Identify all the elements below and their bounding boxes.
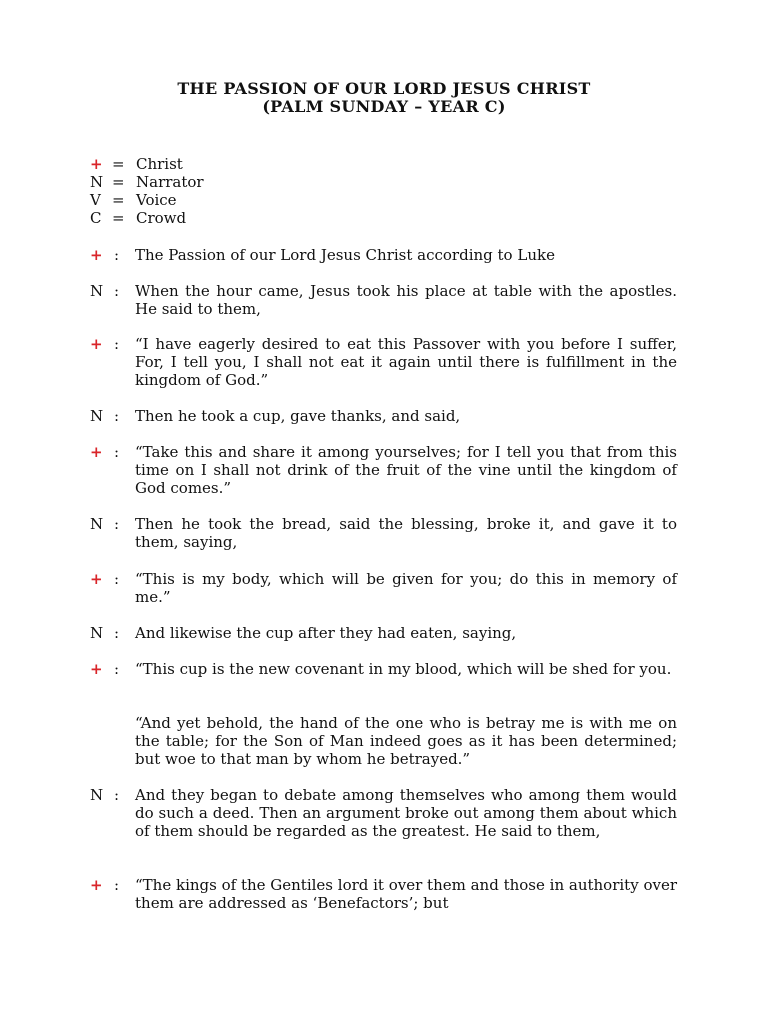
legend-equals: = bbox=[112, 209, 125, 227]
dialogue-text: “Take this and share it among yourselves; for I tell you that from this time on I shall not drink of the fruit of the vine until the kingdom of God comes.” bbox=[135, 443, 677, 497]
speaker-colon: : bbox=[114, 246, 120, 264]
dialogue-text: The Passion of our Lord Jesus Christ according to Luke bbox=[135, 246, 555, 264]
speaker-symbol: + bbox=[90, 335, 103, 353]
legend-row-crowd bbox=[90, 209, 204, 227]
dialogue-text: Then he took a cup, gave thanks, and said, bbox=[135, 407, 461, 425]
speaker-symbol: N bbox=[90, 282, 104, 300]
speaker-symbol: + bbox=[90, 660, 103, 678]
dialogue-text: “I have eagerly desired to eat this Passover with you before I suffer, For, I tell you, I shall not eat it again until there is fulfillment in the kingdom of God.” bbox=[135, 335, 677, 389]
document-subtitle: (PALM SUNDAY – YEAR C) bbox=[262, 97, 506, 116]
speaker-symbol: N bbox=[90, 624, 104, 642]
speaker-colon: : bbox=[114, 515, 120, 533]
dialogue-text: Then he took the bread, said the blessing, broke it, and gave it to them, saying, bbox=[135, 515, 677, 551]
dialogue-text: “This cup is the new covenant in my blood, which will be shed for you. bbox=[135, 660, 672, 678]
legend-row-christ bbox=[90, 155, 204, 173]
speaker-colon: : bbox=[114, 876, 120, 894]
legend-role: Voice bbox=[136, 191, 177, 209]
speaker-symbol: + bbox=[90, 570, 103, 588]
legend-symbol: V bbox=[90, 191, 101, 209]
speaker-symbol: N bbox=[90, 786, 104, 804]
speaker-colon: : bbox=[114, 786, 120, 804]
speaker-symbol: + bbox=[90, 443, 103, 461]
speaker-colon: : bbox=[114, 407, 120, 425]
dialogue-text: And they began to debate among themselves who among them would do such a deed. Then an argument broke out among them about which of them should be regarded as the greatest. He said to them, bbox=[135, 786, 677, 840]
legend-symbol: N bbox=[90, 173, 104, 191]
dialogue-text: And likewise the cup after they had eaten, saying, bbox=[135, 624, 517, 642]
speaker-colon: : bbox=[114, 443, 120, 461]
dialogue-text: “This is my body, which will be given for you; do this in memory of me.” bbox=[135, 570, 677, 606]
dialogue-text: “The kings of the Gentiles lord it over them and those in authority over them are addressed as ‘Benefactors’; but bbox=[135, 876, 677, 912]
dialogue-text: When the hour came, Jesus took his place at table with the apostles. He said to them, bbox=[135, 282, 677, 318]
legend-equals: = bbox=[112, 155, 125, 173]
dialogue-text: “And yet behold, the hand of the one who is betray me is with me on the table; for the Son of Man indeed goes as it has been determined; but woe to that man by whom he betrayed.” bbox=[135, 714, 677, 768]
speaker-colon: : bbox=[114, 660, 120, 678]
speaker-colon: : bbox=[114, 570, 120, 588]
legend-row-voice bbox=[90, 191, 204, 209]
speaker-colon: : bbox=[114, 624, 120, 642]
speaker-colon: : bbox=[114, 282, 120, 300]
legend-symbol: C bbox=[90, 209, 102, 227]
speaker-symbol: + bbox=[90, 246, 103, 264]
speaker-colon: : bbox=[114, 335, 120, 353]
speaker-symbol: + bbox=[90, 876, 103, 894]
speaker-symbol: N bbox=[90, 515, 104, 533]
legend-row-narrator bbox=[90, 173, 204, 191]
document-title: THE PASSION OF OUR LORD JESUS CHRIST bbox=[177, 79, 591, 98]
legend-role: Narrator bbox=[136, 173, 204, 191]
legend-role: Christ bbox=[136, 155, 183, 173]
speaker-symbol: N bbox=[90, 407, 104, 425]
legend-symbol: + bbox=[90, 155, 103, 173]
legend-equals: = bbox=[112, 191, 125, 209]
legend-equals: = bbox=[112, 173, 125, 191]
role-legend bbox=[90, 155, 204, 227]
legend-role: Crowd bbox=[136, 209, 187, 227]
